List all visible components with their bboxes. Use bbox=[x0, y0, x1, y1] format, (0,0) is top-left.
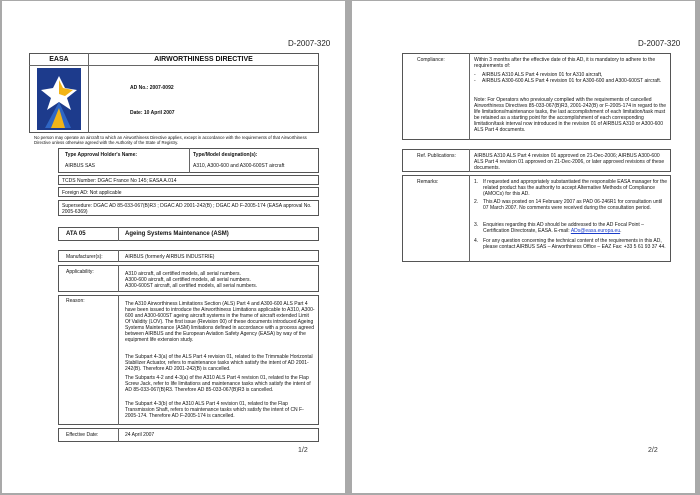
document-number: D-2007-320 bbox=[638, 39, 681, 48]
applicability-value: A310 aircraft, all certified models, all serial numbers. A300-600 aircraft, all certified models, all serial numbers. A300-600ST aircraft, all certified models, all serial numbers. bbox=[125, 271, 258, 289]
model-value: A310, A300-600 and A300-600ST aircraft bbox=[193, 163, 285, 169]
ref-publications-value: AIRBUS A310 ALS Part 4 revision 01 approved on 21-Dec-2006; AIRBUS A300-600 ALS Part 4 revision 01 approved on 21-Dec-2006, or later approved revisions of these documents. bbox=[474, 153, 665, 171]
compliance-note: Note: For Operators who previously complied with the requirements of cancelled Airworthiness Directives 85-033-067(B)R3, 2001-242(B) or F-2005-174 in regard to the life limitations/maintenance tasks, the last accomplishment of each limitation/task must be retained as a starting point for the accomplishment of each corresponding limitation/task interval now introduced in the revision 01 of AIRBUS A310 or A300-600 ALS Part 4 documents. bbox=[474, 97, 667, 133]
remark-number: 3. bbox=[474, 222, 479, 228]
reason-paragraph: The Subpart 4-3(a) of the ALS Part 4 revision 01, related to the Trimmable Horizontal Stabilizer Actuator, refers to maintenance tasks which satisfy the intent of AD 2001-242(B). Therefore AD 2001-242(B) is cancelled. bbox=[125, 354, 313, 372]
tcds-number: TCDS Number: DGAC France No 145; EASA A.014 bbox=[62, 178, 177, 184]
supersedure: Supersedure: DGAC AD 85-033-067(B)R3 ; DGAC AD 2001-242(B) ; DGAC AD F-2005-174 (EASA approval No. 2005-6369) bbox=[62, 203, 312, 215]
remarks-label: Remarks: bbox=[417, 179, 439, 185]
remark-number: 4. bbox=[474, 238, 479, 244]
effective-date-value: 24 April 2007 bbox=[125, 432, 155, 438]
easa-logo-icon bbox=[37, 68, 81, 130]
document-title: AIRWORTHINESS DIRECTIVE bbox=[154, 56, 253, 63]
remark-text: This AD was posted on 14 February 2007 as PAD 06-246R1 for consultation until 07 March 2007. No comments were received during the consultation period. bbox=[483, 199, 663, 211]
reason-paragraph: The A310 Airworthiness Limitations Section (ALS) Part 4 and A300-600 ALS Part 4 have been issued to introduce the Airworthiness Limitations applicable to A310, A300-600 and A300-600ST ageing aircraft systems in the frame of aircraft extended Limit Of Validity (LOV). The first issue (Revision 00) of these documents introduced Ageing Systems Maintenance (ASM) limitations defined in accordance with a process agreed between AIRBUS and the European Aviation Safety Agency (EASA) by way of the equipment life extension study. bbox=[125, 301, 315, 343]
compliance-item: AIRBUS A310 ALS Part 4 revision 01 for A310 aircraft, bbox=[482, 72, 603, 78]
applicability-label: Applicability: bbox=[66, 269, 94, 275]
compliance-intro: Within 3 months after the effective date of this AD, it is mandatory to adhere to the requirements of: bbox=[474, 57, 656, 69]
manufacturer-value: AIRBUS (formerly AIRBUS INDUSTRIE) bbox=[125, 254, 215, 260]
email-link[interactable]: ADs@easa.europa.eu bbox=[570, 228, 621, 234]
page-number: 1/2 bbox=[298, 447, 308, 454]
manufacturer-label: Manufacturer(s): bbox=[66, 254, 103, 260]
model-label: Type/Model designation(s): bbox=[193, 152, 258, 158]
tc-holder-value: AIRBUS SAS bbox=[65, 163, 96, 169]
disclaimer-text: No person may operate an aircraft to which an Airworthiness Directive applies, except in accordance with the requirements of that Airworthiness Directive unless otherwise agreed with the Authority of the State of Registry. bbox=[34, 135, 307, 145]
remark-number: 2. bbox=[474, 199, 479, 205]
tc-holder-label: Type Approval Holder's Name: bbox=[65, 152, 138, 158]
reason-paragraph: The Subpart 4-3(b) of the A310 ALS Part 4 revision 01, related to the Flap Transmission Shaft, refers to maintenance tasks which satisfy the intent of CN F-2005-174. Therefore AD F-2005-174 is cancelled. bbox=[125, 401, 304, 419]
page-number: 2/2 bbox=[648, 447, 658, 454]
ata-title: Ageing Systems Maintenance (ASM) bbox=[125, 231, 229, 237]
easa-label: EASA bbox=[49, 56, 69, 63]
remark-text: Enquiries regarding this AD should be addressed to the AD Focal Point – Certification Directorate, EASA. E-mail: ADs@easa.europa.eu. bbox=[483, 222, 644, 234]
foreign-ad: Foreign AD: Not applicable bbox=[62, 190, 122, 196]
ata-chapter: ATA 05 bbox=[66, 231, 86, 237]
page-2: D-2007-320 Compliance: Within 3 months after the effective date of this AD, it is mandatory to adhere to the requirements of: - AIRBUS A310 ALS Part 4 revision 01 for A310 aircraft, - AIRBUS A300-600 ALS Part 4 revision 01 for A300-600 and A300-600ST aircraft. Note: For Operators who previously complied with the requirements of cancelled Airworthiness Directives 85-033-067(B)R3, 2001-242(B) or F-2005-174 in regard to the life limitations/maintenance tasks, the last accomplishment of each limitation/task must be retained as a starting point for the accomplishment of each corresponding limitation/task interval now introduced in the revision 01 of AIRBUS A310 or A300-600 ALS Part 4 documents. Ref. Publications: AIRBUS A310 ALS Part 4 revision 01 approved on 21-Dec-2006; AIRBUS A300-600 ALS Part 4 revision 01 approved on 21-Dec-2006, or later approved revisions of these documents. Remarks: 1. If requested and appropriately substantiated the responsible EASA manager for the related product has the authority to accept Alternative Methods of Compliance (AMOCs) for this AD. 2. This AD was posted on 14 February 2007 as PAD 06-246R1 for consultation until 07 March 2007. No comments were received during the consultation period. 3. Enquiries regarding this AD should be addressed to the AD Focal Point – Certification Directorate, EASA. E-mail: ADs@easa.europa.eu. 4. For any question concerning the technical content of the requirements in this AD, please contact AIRBUS SAS – Airworthiness Office – EAZ Fax: +33 5 61 93 37 44. 2/2 bbox=[352, 1, 695, 493]
effective-date-label: Effective Date: bbox=[66, 432, 99, 438]
ad-date: Date: 10 April 2007 bbox=[130, 110, 175, 116]
ref-publications-label: Ref. Publications: bbox=[417, 153, 456, 159]
remark-number: 1. bbox=[474, 179, 479, 185]
compliance-label: Compliance: bbox=[417, 57, 445, 63]
ad-number: AD No.: 2007-0092 bbox=[130, 85, 174, 91]
compliance-item: AIRBUS A300-600 ALS Part 4 revision 01 for A300-600 and A300-600ST aircraft. bbox=[482, 78, 662, 84]
page-1 bbox=[2, 1, 345, 493]
remark-text: If requested and appropriately substantiated the responsible EASA manager for the related product has the authority to accept Alternative Methods of Compliance (AMOCs) for this AD. bbox=[483, 179, 668, 197]
remark-text: For any question concerning the technical content of the requirements in this AD, please contact AIRBUS SAS – Airworthiness Office – EAZ Fax: +33 5 61 93 37 44. bbox=[483, 238, 666, 250]
document-number: D-2007-320 bbox=[288, 39, 331, 48]
reason-paragraph: The Subparts 4-2 and 4-3(a) of the A310 ALS Part 4 revision 01, related to the Flap Screw Jack, refer to life limitations and maintenance tasks which satisfy the intent of AD 85-033-067(B)R3. Therefore AD 85-033-067(B)R3 is cancelled. bbox=[125, 375, 311, 393]
reason-label: Reason: bbox=[66, 298, 85, 304]
